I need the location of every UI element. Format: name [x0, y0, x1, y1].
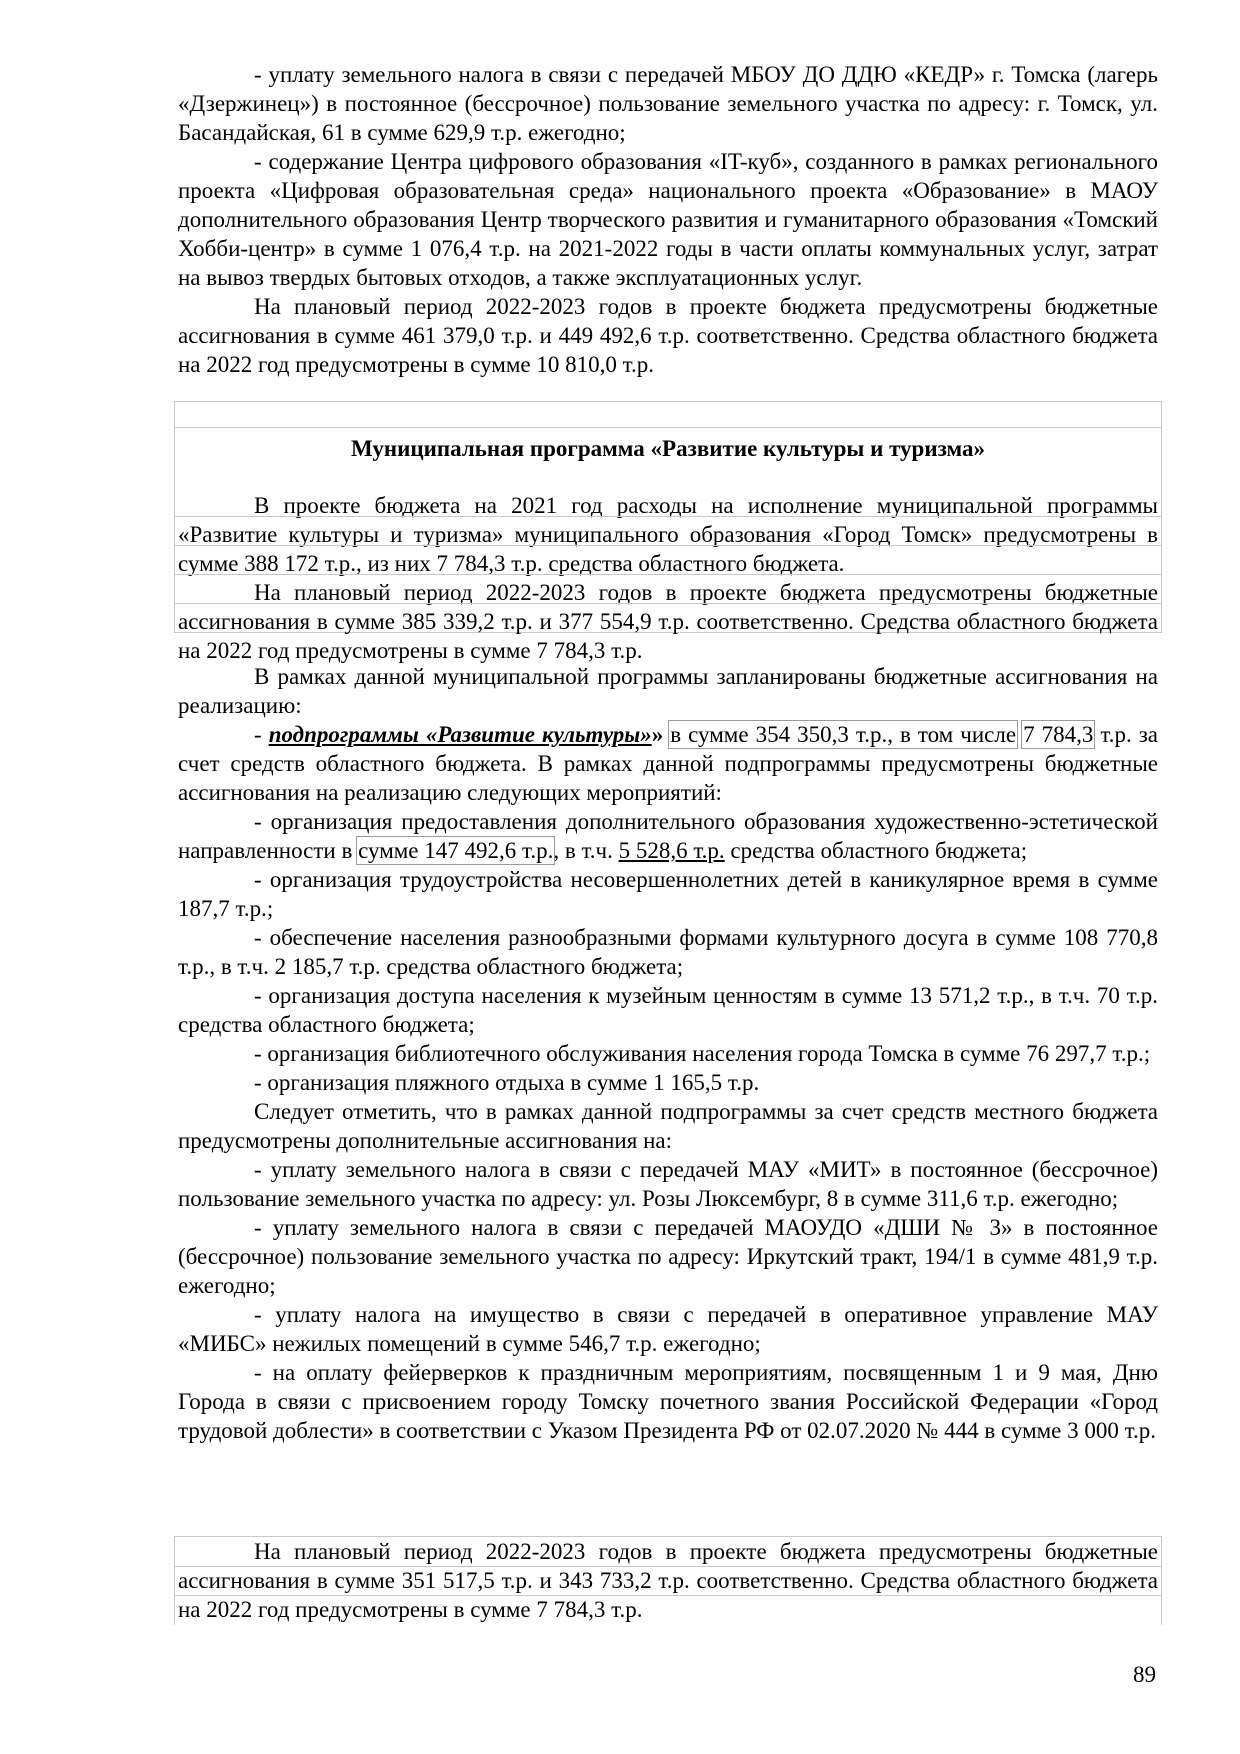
paragraph-culture-budget-2021: В проекте бюджета на 2021 год расходы на исполнение муниципальной программы «Развитие культуры и туризма» муниципального образования «Город Томск» предусмотрены в сумме 388 172 т.р., из них 7 784,3 т.р. средства областного бюджета. [178, 493, 1158, 576]
item-text: - организация предоставления дополнительного образования художественно-эстетической направленности в [178, 809, 1158, 863]
list-item-property-tax-mibs: - уплату налога на имущество в связи с передачей в оперативное управление МАУ «МИБС» нежилых помещений в сумме 546,7 т.р. ежегодно; [178, 1302, 1158, 1356]
culture-budget-block [178, 491, 1158, 665]
list-item-additional-education [178, 807, 1158, 865]
list-item-youth-employment: - организация трудоустройства несовершеннолетних детей в каникулярное время в сумме 187,7 т.р.; [178, 867, 1158, 921]
paragraph-culture-planned-period: На плановый период 2022-2023 годов в проекте бюджета предусмотрены бюджетные ассигнования в сумме 385 339,2 т.р. и 377 554,9 т.р. соответственно. Средства областного бюджета на 2022 год предусмотрены в сумме 7 784,3 т.р. [178, 580, 1158, 663]
list-item-cultural-leisure: - обеспечение населения разнообразными формами культурного досуга в сумме 108 770,8 т.р., в т.ч. 2 185,7 т.р. средства областного бюджета; [178, 925, 1158, 979]
list-item-library-service: - организация библиотечного обслуживания населения города Томска в сумме 76 297,7 т.р.; [254, 1041, 1151, 1066]
list-item-fireworks: - на оплату фейерверков к праздничным мероприятиям, посвященным 1 и 9 мая, Дню Города в связи с присвоением городу Томску почетного звания Российской Федерации «Город трудовой доблести» в соответствии с Указом Президента РФ от 02.07.2020 № 444 в сумме 3 000 т.р. [178, 1360, 1158, 1443]
list-item-land-tax-mit: - уплату земельного налога в связи с передачей МАУ «МИТ» в постоянное (бессрочное) пользование земельного участка по адресу: ул. Розы Люксембург, 8 в сумме 311,6 т.р. ежегодно; [178, 1157, 1158, 1211]
paragraph-additional-allocations: Следует отметить, что в рамках данной подпрограммы за счет средств местного бюджета предусмотрены дополнительные ассигнования на: [178, 1099, 1158, 1153]
paragraph-subprogram [178, 720, 1158, 807]
subprogram-sum: в сумме 354 350,3 т.р., в том числе [670, 722, 1017, 747]
paragraph-subprogram-planned-period: На плановый период 2022-2023 годов в проекте бюджета предусмотрены бюджетные ассигнования в сумме 351 517,5 т.р. и 343 733,2 т.р. соответственно. Средства областного бюджета на 2022 год предусмотрены в сумме 7 784,3 т.р. [178, 1539, 1158, 1622]
item-text: средства областного бюджета; [724, 838, 1028, 863]
paragraph-it-cube: - содержание Центра цифрового образования «IT-куб», созданного в рамках регионального проекта «Цифровая образовательная среда» национального проекта «Образование» в МАОУ дополнительного образования Центр творческого развития и гуманитарного образования «Томский Хобби-центр» в сумме 1 076,4 т.р. на 2021-2022 годы в части оплаты коммунальных услуг, затрат на вывоз твердых бытовых отходов, а также эксплуатационных услуг. [178, 149, 1158, 290]
closing-quote: » [651, 722, 664, 747]
item-regional-sum: 5 528,6 т.р. [618, 838, 725, 863]
list-item-museum-access: - организация доступа населения к музейным ценностям в сумме 13 571,2 т.р., в т.ч. 70 т.р. средства областного бюджета; [178, 983, 1158, 1037]
subprogram-description: т.р. за счет средств областного бюджета. В рамках данной подпрограммы предусмотрены бюджетные ассигнования на реализацию следующих мероприятий: [178, 722, 1159, 805]
list-item-land-tax-dshi: - уплату земельного налога в связи с передачей МАОУДО «ДШИ № 3» в постоянное (бессрочное) пользование земельного участка по адресу: Иркутский тракт, 194/1 в сумме 481,9 т.р. ежегодно; [178, 1215, 1158, 1298]
page-number: 89 [1133, 1662, 1156, 1687]
subprogram-name: подпрограммы «Развитие культуры» [268, 722, 652, 747]
paragraph-land-tax-kedr: - уплату земельного налога в связи с передачей МБОУ ДО ДДЮ «КЕДР» г. Томска (лагерь «Дзержинец») в постоянное (бессрочное) пользование земельного участка по адресу: г. Томск, ул. Басандайская, 61 в сумме 629,9 т.р. ежегодно; [178, 62, 1158, 145]
frame-divider [174, 516, 1162, 517]
paragraph-planned-period-education: На плановый период 2022-2023 годов в проекте бюджета предусмотрены бюджетные ассигнования в сумме 461 379,0 т.р. и 449 492,6 т.р. соответственно. Средства областного бюджета на 2022 год предусмотрены в сумме 10 810,0 т.р. [178, 294, 1158, 377]
frame-divider [174, 545, 1162, 546]
culture-heading-block [178, 434, 1158, 463]
frame-divider [174, 574, 1162, 575]
item-sum: сумме 147 492,6 т.р. [358, 838, 554, 863]
section-heading: Муниципальная программа «Развитие культуры и туризма» [350, 436, 986, 461]
frame-divider [174, 603, 1162, 604]
list-item-beach-recreation: - организация пляжного отдыха в сумме 1 165,5 т.р. [254, 1070, 760, 1095]
frame-divider [174, 427, 1162, 428]
paragraph-program-intro: В рамках данной муниципальной программы запланированы бюджетные ассигнования на реализацию: [178, 664, 1158, 718]
final-paragraph-block [178, 1537, 1158, 1624]
culture-program-details [178, 662, 1158, 1445]
dash: - [254, 722, 269, 747]
item-text: , в т.ч. [553, 838, 619, 863]
top-section [178, 60, 1158, 379]
subprogram-regional-sum: 7 784,3 [1023, 722, 1094, 747]
